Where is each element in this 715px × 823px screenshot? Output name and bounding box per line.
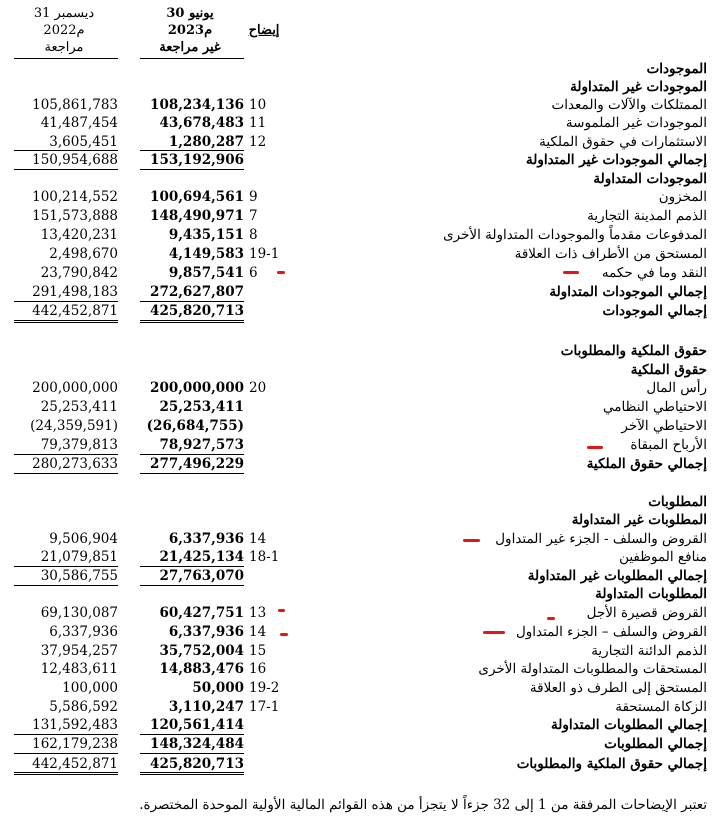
- note-column-header: إيضاح: [248, 23, 280, 38]
- total-rule: [14, 150, 118, 151]
- row-value-2022: 3,605,451: [49, 134, 118, 150]
- row-value-2023: 148,490,971: [150, 208, 244, 224]
- total-rule: [140, 320, 244, 321]
- row-value-2022: 5,586,592: [49, 699, 118, 715]
- row-value-2023: 1,280,287: [168, 134, 244, 150]
- row-value-2023: 425,820,713: [150, 303, 244, 319]
- annotation-mark: [280, 633, 288, 636]
- row-label: القروض والسلف - الجزء غير المتداول: [495, 531, 707, 547]
- row-value-2022: 2,498,670: [49, 246, 118, 262]
- annotation-mark: [278, 609, 285, 612]
- row-label: الممتلكات والآلات والمعدات: [551, 97, 707, 113]
- line-item-row: [0, 114, 715, 132]
- row-value-2023: 14,883,476: [159, 661, 244, 677]
- total-rule: [14, 734, 118, 735]
- row-value-2023: 6,337,936: [168, 624, 244, 640]
- total-rule: [140, 150, 244, 151]
- row-label: الموجودات: [646, 61, 707, 77]
- row-note: 11: [249, 115, 267, 131]
- row-value-2023: 277,496,229: [150, 456, 244, 472]
- line-item-row: [0, 642, 715, 660]
- cur-year-header: 2023م: [167, 23, 213, 38]
- row-value-2023: 153,192,906: [150, 152, 244, 168]
- cur-period-header: 30 يونيو: [166, 6, 214, 21]
- line-item-row: [0, 417, 715, 435]
- row-value-2023: 43,678,483: [159, 115, 244, 131]
- row-label: إجمالي المطلوبات غير المتداولة: [527, 568, 707, 584]
- row-label: الموجودات المتداولة: [593, 171, 707, 187]
- row-value-2022: 100,214,552: [32, 189, 118, 205]
- row-label: إجمالي المطلوبات المتداولة: [551, 717, 707, 733]
- row-note: 18-1: [249, 549, 280, 565]
- total-rule: [140, 473, 244, 474]
- row-value-2022: 280,273,633: [32, 456, 118, 472]
- total-rule: [140, 169, 244, 170]
- row-label: النقد وما في حكمه: [601, 265, 707, 281]
- row-note: 13: [249, 605, 267, 621]
- row-value-2023: 200,000,000: [150, 380, 244, 396]
- section-row: [0, 735, 715, 753]
- row-value-2023: 21,425,134: [159, 549, 244, 565]
- row-value-2022: 131,592,483: [32, 717, 118, 733]
- section-row: [0, 361, 715, 379]
- row-label: إجمالي المطلوبات: [604, 736, 707, 752]
- row-value-2023: 9,857,541: [168, 265, 244, 281]
- row-value-2022: 162,179,238: [32, 736, 118, 752]
- total-rule: [140, 753, 244, 754]
- annotation-mark: [277, 271, 285, 274]
- row-value-2022: 291,498,183: [32, 284, 118, 300]
- row-label: المطلوبات المتداولة: [595, 586, 707, 602]
- row-label: الاحتياطي الآخر: [621, 418, 707, 434]
- row-label: الاحتياطي النظامي: [603, 399, 707, 415]
- line-item-row: [0, 679, 715, 697]
- prev-year-header: 2022م: [43, 23, 85, 38]
- row-label: رأس المال: [646, 380, 707, 396]
- row-label: إجمالي الموجودات: [602, 303, 707, 319]
- line-item-row: [0, 207, 715, 225]
- row-note: 20: [249, 380, 267, 396]
- total-rule: [14, 774, 118, 775]
- section-row: [0, 60, 715, 78]
- total-rule: [140, 322, 244, 323]
- row-label: المدفوعات مقدماً والموجودات المتداولة الأخرى: [443, 227, 707, 243]
- row-label: إجمالي حقوق الملكية والمطلوبات: [516, 756, 707, 772]
- row-label: حقوق الملكية والمطلوبات: [560, 343, 707, 359]
- row-label: إجمالي الموجودات المتداولة: [549, 284, 707, 300]
- row-label: الأرباح المبقاة: [630, 437, 707, 453]
- section-row: [0, 455, 715, 473]
- row-label: حقوق الملكية: [630, 362, 707, 378]
- row-value-2022: 100,000: [62, 680, 118, 696]
- row-value-2023: 9,435,151: [168, 227, 244, 243]
- row-note: 7: [249, 208, 258, 224]
- section-row: [0, 283, 715, 301]
- row-value-2023: 27,763,070: [159, 568, 244, 584]
- row-value-2023: 60,427,751: [159, 605, 244, 621]
- row-note: 8: [249, 227, 258, 243]
- total-rule: [14, 301, 118, 302]
- row-label: الموجودات غير المتداولة: [570, 79, 707, 95]
- total-rule: [14, 454, 118, 455]
- line-item-row: [0, 660, 715, 678]
- line-item-row: [0, 245, 715, 263]
- row-label: إجمالي الموجودات غير المتداولة: [526, 152, 707, 168]
- section-row: [0, 302, 715, 320]
- row-value-2022: 21,079,851: [40, 549, 118, 565]
- row-label: منافع الموظفين: [619, 549, 707, 565]
- row-value-2022: 105,861,783: [32, 97, 118, 113]
- row-value-2023: 120,561,414: [150, 717, 244, 733]
- row-value-2022: 25,253,411: [40, 399, 118, 415]
- row-value-2022: 150,954,688: [32, 152, 118, 168]
- line-item-row: [0, 133, 715, 151]
- row-value-2022: 9,506,904: [49, 531, 118, 547]
- line-item-row: [0, 698, 715, 716]
- row-value-2023: 272,627,807: [150, 284, 244, 300]
- row-note: 6: [249, 265, 258, 281]
- row-note: 15: [249, 643, 267, 659]
- row-label: القروض قصيرة الأجل: [586, 605, 707, 621]
- row-note: 10: [249, 97, 267, 113]
- header-rule-cur: [140, 58, 244, 59]
- row-value-2023: 4,149,583: [168, 246, 244, 262]
- row-value-2023: (26,684,755): [146, 418, 244, 434]
- row-value-2022: 12,483,611: [40, 661, 118, 677]
- total-rule: [140, 585, 244, 586]
- row-value-2022: 30,586,755: [40, 568, 118, 584]
- line-item-row: [0, 436, 715, 454]
- row-label: المطلوبات غير المتداولة: [571, 512, 707, 528]
- annotation-mark: [563, 271, 579, 274]
- row-value-2023: 108,234,136: [150, 97, 244, 113]
- row-value-2023: 50,000: [192, 680, 244, 696]
- section-row: [0, 511, 715, 529]
- line-item-row: [0, 530, 715, 548]
- section-row: [0, 755, 715, 773]
- line-item-row: [0, 96, 715, 114]
- total-rule: [140, 774, 244, 775]
- total-rule: [140, 566, 244, 567]
- row-value-2022: 442,452,871: [32, 303, 118, 319]
- total-rule: [140, 454, 244, 455]
- row-label: الذمم المدينة التجارية: [587, 208, 707, 224]
- annotation-mark: [587, 446, 603, 449]
- prev-status-header: مراجعة: [44, 40, 84, 55]
- line-item-row: [0, 548, 715, 566]
- row-value-2022: 151,573,888: [32, 208, 118, 224]
- row-value-2022: 442,452,871: [32, 756, 118, 772]
- line-item-row: [0, 264, 715, 282]
- row-value-2022: 6,337,936: [49, 624, 118, 640]
- row-value-2023: 6,337,936: [168, 531, 244, 547]
- section-row: [0, 493, 715, 511]
- row-value-2022: 79,379,813: [40, 437, 118, 453]
- row-label: المطلوبات: [648, 494, 707, 510]
- row-value-2022: 200,000,000: [32, 380, 118, 396]
- section-row: [0, 585, 715, 603]
- total-rule: [140, 301, 244, 302]
- section-row: [0, 567, 715, 585]
- total-rule: [14, 473, 118, 474]
- line-item-row: [0, 188, 715, 206]
- row-value-2022: 13,420,231: [40, 227, 118, 243]
- row-note: 12: [249, 134, 267, 150]
- line-item-row: [0, 226, 715, 244]
- row-label: المخزون: [658, 189, 707, 205]
- row-label: المستحقات والمطلوبات المتداولة الأخرى: [478, 661, 707, 677]
- row-label: المستحق من الأطراف ذات العلاقة: [514, 246, 707, 262]
- row-note: 19-2: [249, 680, 280, 696]
- row-label: الموجودات غير الملموسة: [565, 115, 707, 131]
- total-rule: [14, 566, 118, 567]
- row-value-2022: 23,790,842: [40, 265, 118, 281]
- annotation-mark: [483, 631, 505, 634]
- cur-status-header: غير مراجعة: [159, 40, 221, 55]
- row-label: إجمالي حقوق الملكية: [586, 456, 707, 472]
- row-value-2023: 425,820,713: [150, 756, 244, 772]
- section-row: [0, 78, 715, 96]
- section-row: [0, 170, 715, 188]
- total-rule: [14, 585, 118, 586]
- row-value-2022: 37,954,257: [40, 643, 118, 659]
- row-label: المستحق إلى الطرف ذو العلاقة: [529, 680, 707, 696]
- row-label: القروض والسلف – الجزء المتداول: [515, 624, 707, 640]
- row-value-2023: 25,253,411: [159, 399, 244, 415]
- row-value-2023: 3,110,247: [168, 699, 244, 715]
- line-item-row: [0, 604, 715, 622]
- row-label: الاستثمارات في حقوق الملكية: [539, 134, 707, 150]
- row-value-2023: 78,927,573: [159, 437, 244, 453]
- total-rule: [140, 772, 244, 773]
- row-note: 19-1: [249, 246, 280, 262]
- total-rule: [14, 753, 118, 754]
- total-rule: [14, 322, 118, 323]
- total-rule: [14, 320, 118, 321]
- row-value-2022: (24,359,591): [30, 418, 118, 434]
- row-value-2023: 100,694,561: [150, 189, 244, 205]
- section-row: [0, 342, 715, 360]
- total-rule: [14, 169, 118, 170]
- footer-note: تعتبر الإيضاحات المرفقة من 1 إلى 32 جزءاً لا يتجزأ من هذه القوائم المالية الأولية الموحدة المختصرة.: [139, 797, 707, 813]
- row-note: 9: [249, 189, 258, 205]
- line-item-row: [0, 379, 715, 397]
- section-row: [0, 716, 715, 734]
- row-note: 14: [249, 624, 267, 640]
- total-rule: [140, 734, 244, 735]
- total-rule: [14, 772, 118, 773]
- row-value-2023: 35,752,004: [159, 643, 244, 659]
- line-item-row: [0, 398, 715, 416]
- prev-period-header: 31 ديسمبر: [33, 6, 95, 21]
- annotation-mark: [463, 539, 480, 542]
- line-item-row: [0, 623, 715, 641]
- row-note: 14: [249, 531, 267, 547]
- row-note: 16: [249, 661, 267, 677]
- row-label: الزكاة المستحقة: [615, 699, 707, 715]
- row-value-2022: 69,130,087: [40, 605, 118, 621]
- row-value-2022: 41,487,454: [40, 115, 118, 131]
- header-rule-prev: [14, 58, 118, 59]
- row-value-2023: 148,324,484: [150, 736, 244, 752]
- row-note: 17-1: [249, 699, 280, 715]
- row-label: الذمم الدائنة التجارية: [591, 643, 707, 659]
- annotation-mark: [547, 617, 555, 620]
- section-row: [0, 151, 715, 169]
